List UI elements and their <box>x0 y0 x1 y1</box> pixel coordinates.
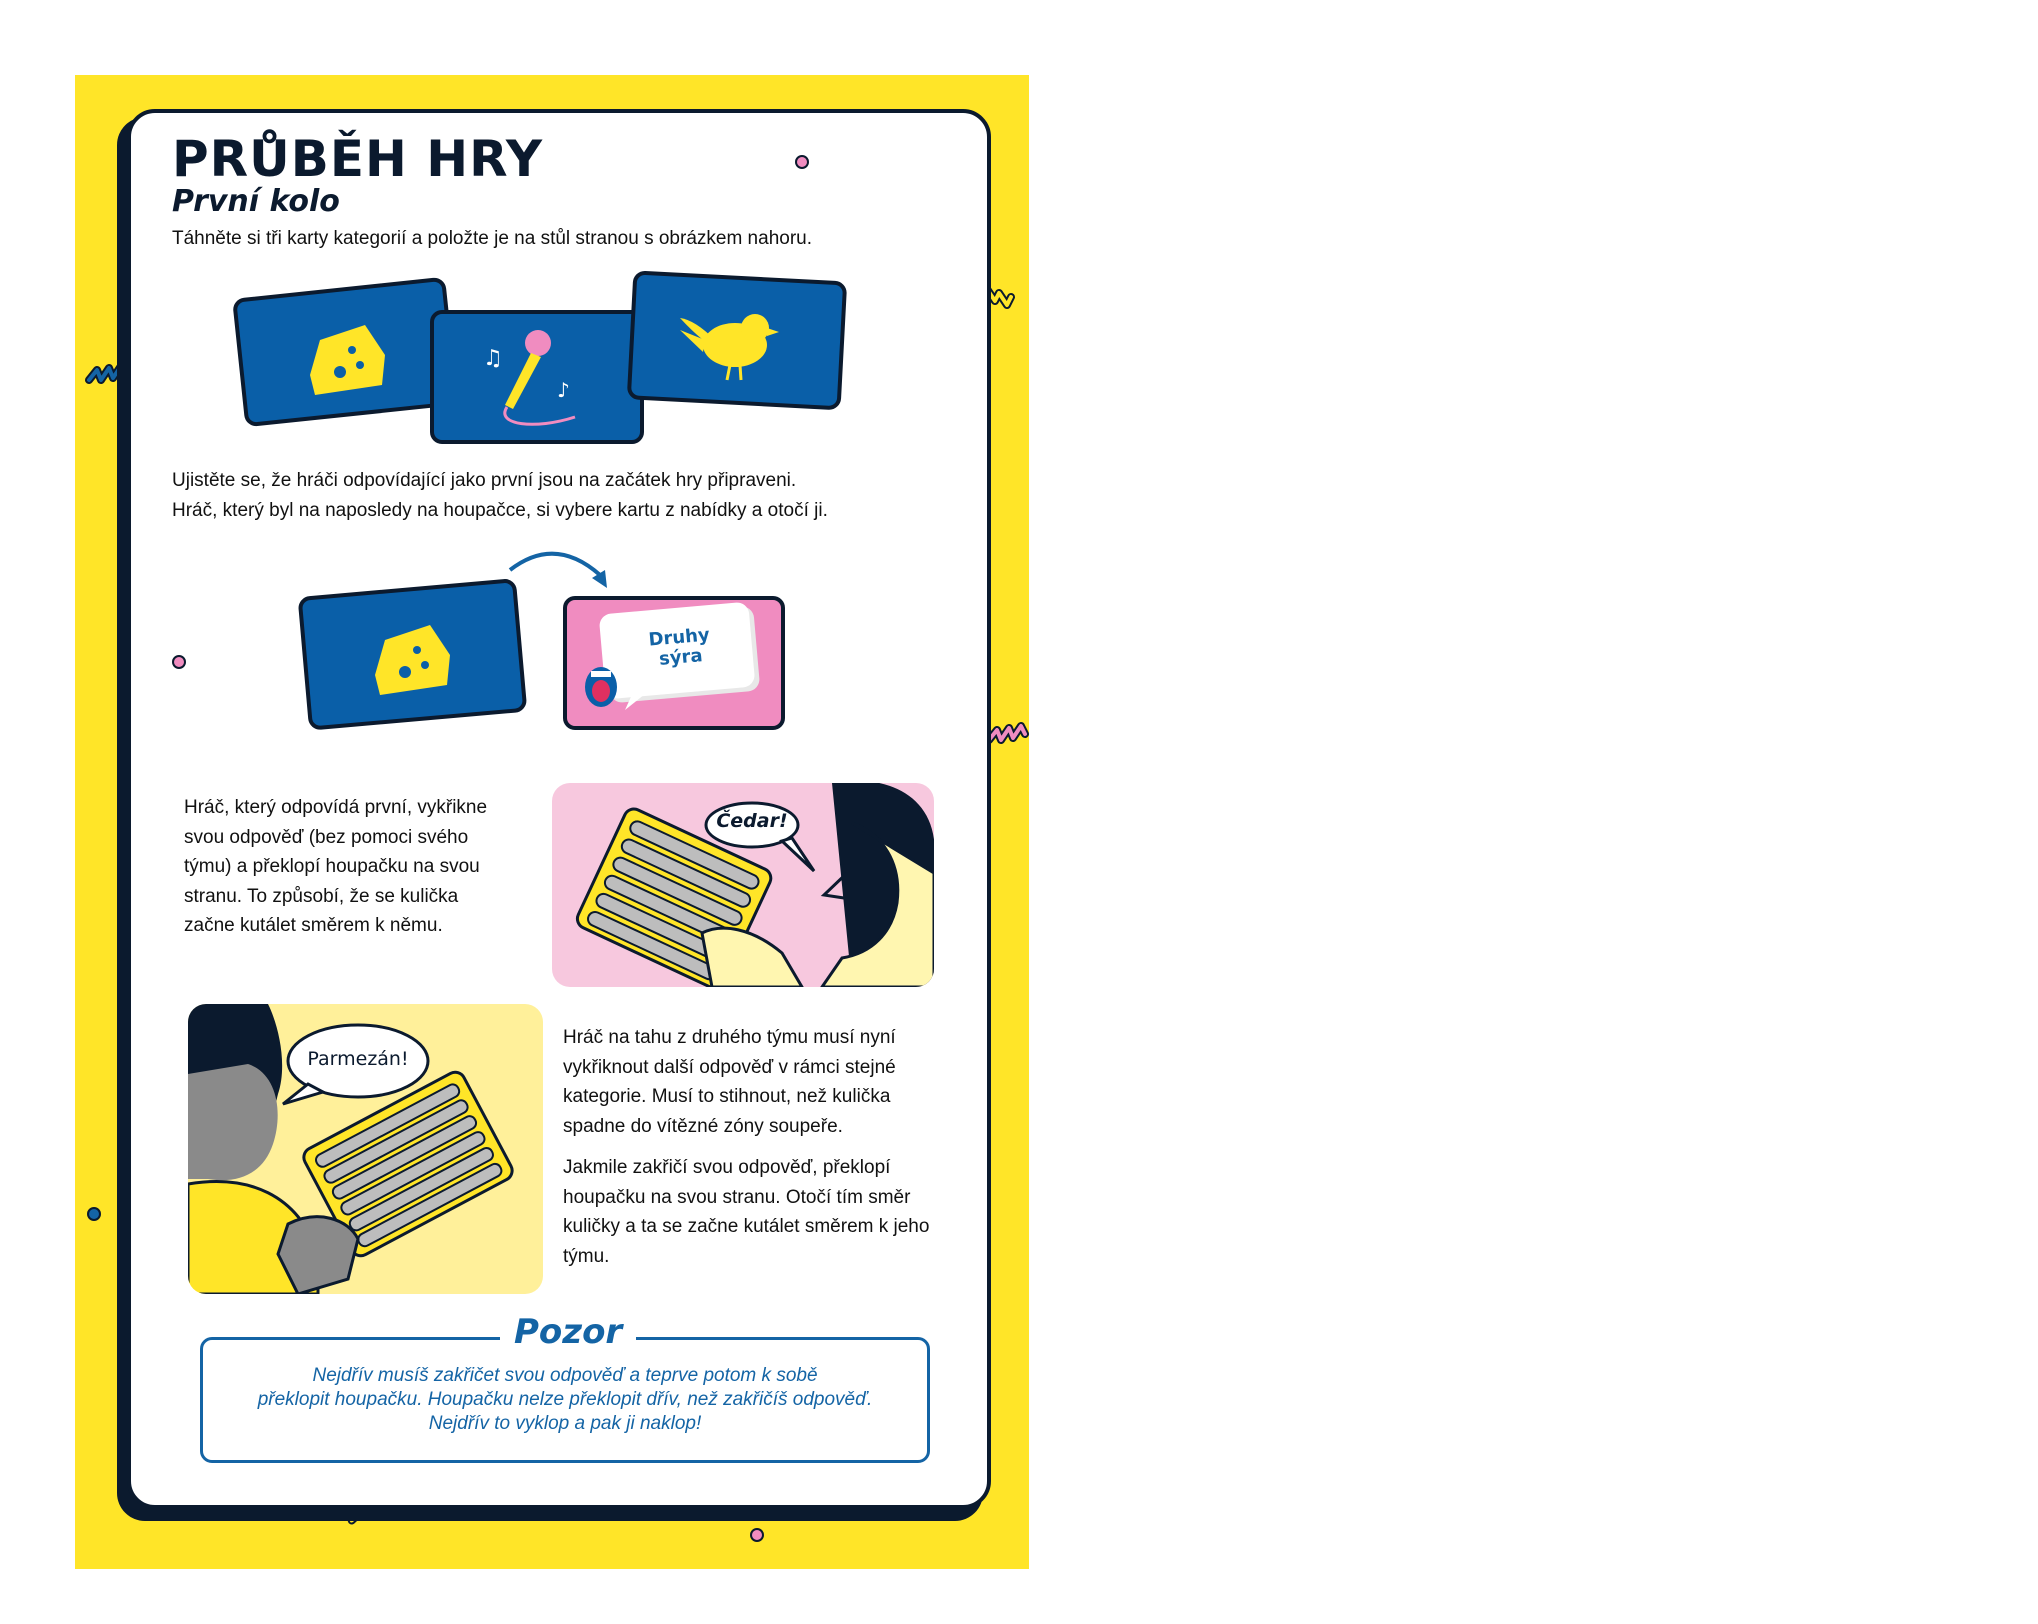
card-category-label: Druhy sýra <box>647 624 711 670</box>
svg-text:♫: ♫ <box>483 346 503 371</box>
setup-line: Hráč, který byl na naposledy na houpačce, si vybere kartu z nabídky a otočí ji. <box>172 499 828 521</box>
decorative-dot <box>750 1528 764 1542</box>
warning-text: Nejdřív musíš zakřičet svou odpověď a teprve potom k sobě překlopit houpačku. Houpačku nelze překlopit dřív, než zakřičíš odpověď. Nejdřív to vyklop a pak ji naklop! <box>257 1365 873 1434</box>
mouth-icon <box>585 667 617 707</box>
category-card-cheese <box>234 279 456 425</box>
squiggle-decoration <box>985 700 1035 750</box>
decorative-dot <box>172 655 186 669</box>
setup-line: Ujistěte se, že hráči odpovídající jako první jsou na začátek hry připraveni. <box>172 470 797 491</box>
arrow-icon <box>510 554 600 575</box>
category-cards <box>230 270 850 460</box>
svg-text:♪: ♪ <box>557 378 570 402</box>
decorative-dot <box>795 155 809 169</box>
category-card-bird <box>629 272 845 408</box>
speech-bubble-cedar: Čedar! <box>716 810 788 832</box>
flip-seesaw-text: Jakmile zakřičí svou odpověď, překlopí houpačku na svou stranu. Otočí tím směr kuličky a ta se začne kutálet směrem k jeho týmu. <box>563 1157 930 1267</box>
first-answer-text: Hráč, který odpovídá první, vykřikne svou odpověď (bez pomoci svého týmu) a překlopí houpačku na svou stranu. To způsobí, že se kulička začne kutálet směrem k němu. <box>184 797 488 936</box>
decorative-dot <box>87 1207 101 1221</box>
page-title: PRŮBĚH HRY <box>172 130 544 188</box>
second-answer-text: Hráč na tahu z druhého týmu musí nyní vykřiknout další odpověď v rámci stejné kategorie. Musí to stihnout, než kulička spadne do vítězné zóny soupeře. <box>563 1027 896 1137</box>
setup-text <box>172 466 828 525</box>
speech-bubble-parmezan: Parmezán! <box>307 1048 409 1070</box>
intro-text: Táhněte si tři karty kategorií a položte je na stůl stranou s obrázkem nahoru. <box>172 228 812 249</box>
warning-title: Pozor <box>500 1312 636 1352</box>
category-card-music <box>432 312 642 442</box>
page-subtitle: První kolo <box>172 184 340 219</box>
